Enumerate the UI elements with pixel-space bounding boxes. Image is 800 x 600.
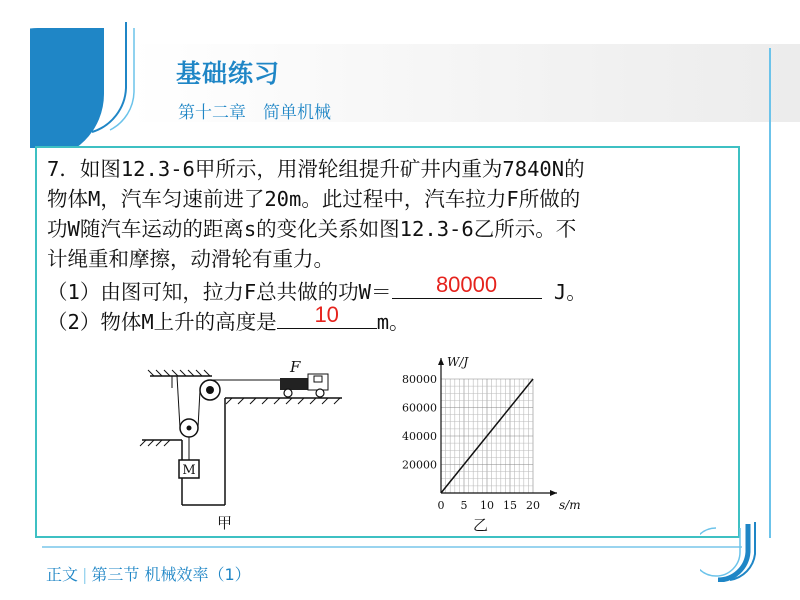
question-line: 功W随汽车运动的距离s的变化关系如图12.3-6乙所示。不 bbox=[47, 217, 577, 241]
y-tick-label: 80000 bbox=[402, 373, 437, 386]
footer-separator: | bbox=[82, 565, 88, 584]
chapter-subtitle: 第十二章 简单机械 bbox=[178, 103, 331, 123]
pulley-figure bbox=[132, 360, 362, 520]
part2-line bbox=[47, 304, 737, 334]
x-tick-label: 0 bbox=[437, 499, 445, 512]
footer bbox=[46, 562, 251, 585]
answer-1: 80000 bbox=[435, 272, 498, 297]
question-text bbox=[47, 154, 737, 334]
x-tick-label: 10 bbox=[480, 499, 494, 512]
part1-suffix: J。 bbox=[541, 280, 587, 304]
part2-prefix: （2）物体M上升的高度是 bbox=[47, 310, 277, 334]
answer-blank-1[interactable] bbox=[392, 274, 542, 299]
question-line: 物体M，汽车匀速前进了20m。此过程中，汽车拉力F所做的 bbox=[47, 187, 581, 211]
y-tick-label: 60000 bbox=[402, 401, 437, 415]
x-tick-label: 20 bbox=[526, 499, 540, 512]
x-tick-label: 5 bbox=[460, 499, 468, 512]
x-axis-arrow bbox=[550, 490, 557, 496]
answer-blank-2[interactable] bbox=[277, 304, 377, 329]
force-label: F bbox=[290, 360, 301, 376]
work-distance-chart bbox=[377, 352, 597, 522]
figure-caption-jia: 甲 bbox=[217, 514, 233, 532]
question-line: 计绳重和摩擦，动滑轮有重力。 bbox=[47, 247, 334, 271]
footer-section: 正文 bbox=[46, 565, 79, 584]
question-box bbox=[35, 146, 740, 538]
part1-line bbox=[47, 274, 737, 304]
footer-title: 第三节 机械效率（1） bbox=[91, 565, 251, 584]
figure-caption-yi: 乙 bbox=[473, 516, 489, 534]
y-axis-arrow bbox=[438, 358, 444, 365]
logo-icon bbox=[30, 18, 180, 148]
footer-divider bbox=[42, 546, 742, 548]
answer-2: 10 bbox=[314, 302, 339, 327]
right-divider bbox=[769, 48, 771, 538]
part2-suffix: m。 bbox=[376, 310, 410, 334]
corner-logo-icon bbox=[700, 518, 770, 582]
y-tick-label: 20000 bbox=[402, 458, 437, 472]
x-tick-label: 15 bbox=[503, 499, 517, 512]
page-title: 基础练习 bbox=[176, 59, 281, 88]
question-line: 7．如图12.3-6甲所示，用滑轮组提升矿井内重为7840N的 bbox=[47, 157, 585, 181]
mass-label: M bbox=[182, 463, 196, 478]
y-axis-label: W/J bbox=[447, 355, 469, 369]
part1-prefix: （1）由图可知，拉力F总共做的功W＝ bbox=[47, 280, 392, 304]
x-axis-label: s/m bbox=[559, 498, 581, 512]
y-tick-label: 40000 bbox=[402, 430, 437, 443]
